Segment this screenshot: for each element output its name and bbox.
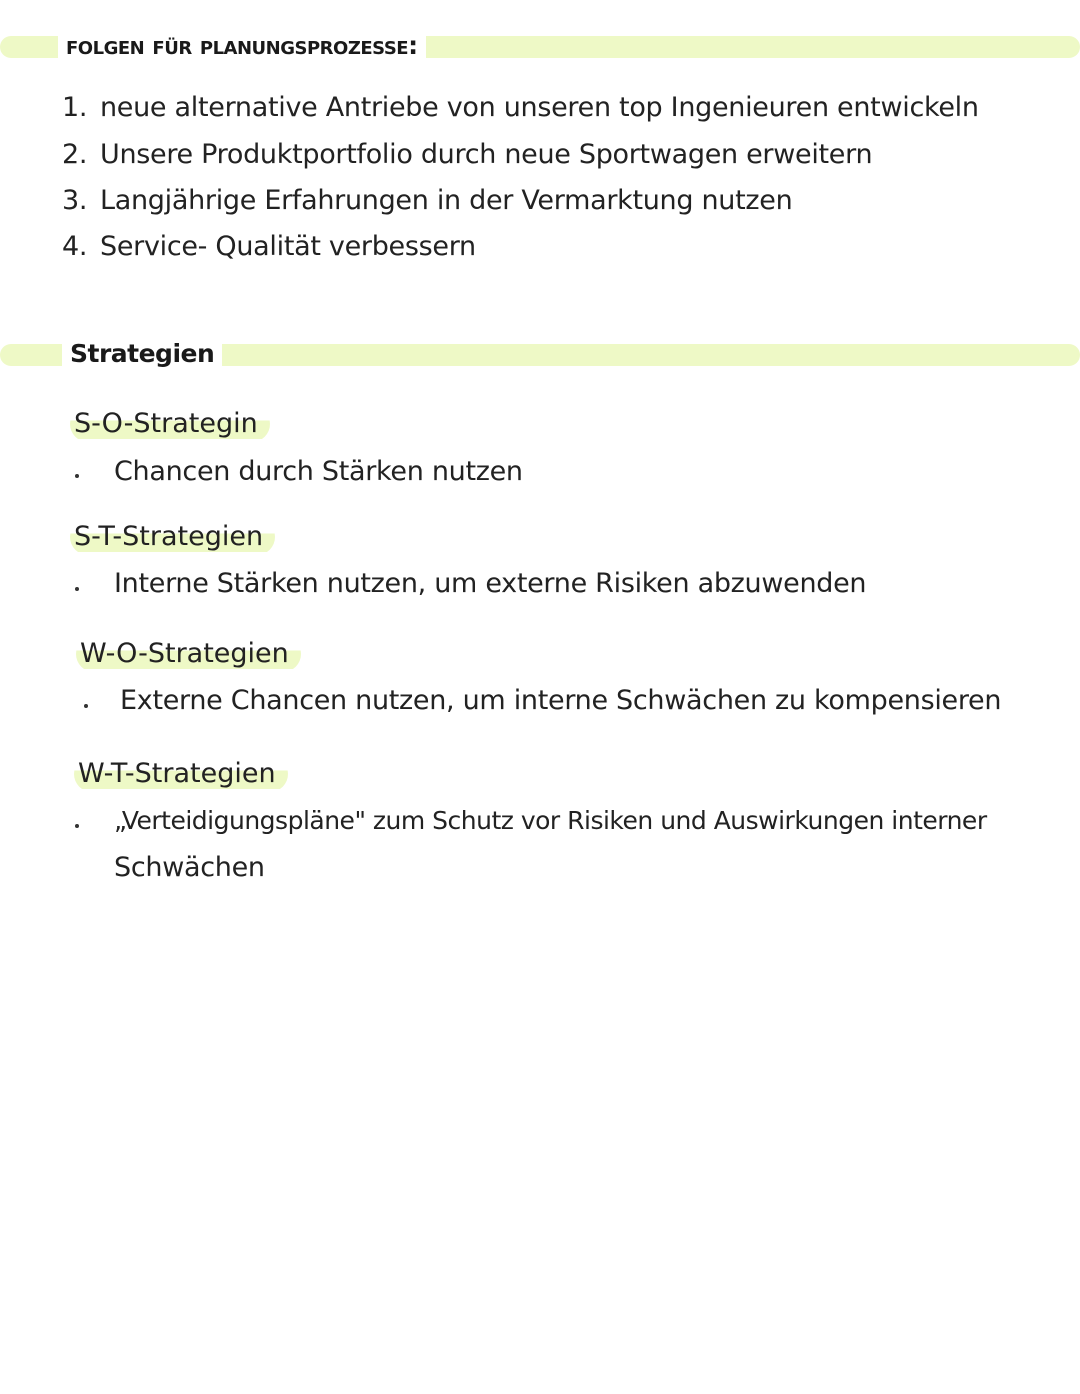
strategy-bullet-wt: „Verteidigungspläne" zum Schutz vor Risiken und Auswirkungen interner (114, 806, 987, 835)
bullet-dot (84, 704, 88, 708)
strategy-bullet-wo: Externe Chancen nutzen, um interne Schwächen zu kompensieren (120, 685, 1002, 716)
list-item (62, 137, 872, 173)
strategy-bullet-so: Chancen durch Stärken nutzen (114, 456, 523, 487)
list-item-text: Service- Qualität verbessern (100, 231, 476, 262)
list-item-text: neue alternative Antriebe von unseren top Ingenieuren entwickeln (100, 92, 979, 123)
strategy-bullet-st: Interne Stärken nutzen, um externe Risiken abzuwenden (114, 568, 867, 599)
strategy-title-wt: W-T-Strategien (74, 756, 288, 792)
list-item (62, 183, 792, 219)
list-item-text: Langjährige Erfahrungen in der Vermarktung nutzen (100, 185, 793, 216)
list-item (62, 229, 476, 265)
list-number: 2. (62, 139, 88, 170)
bullet-dot (75, 587, 79, 591)
list-number: 3. (62, 185, 88, 216)
list-item (62, 90, 979, 126)
strategy-title-st: S-T-Strategien (70, 519, 275, 555)
strategy-title-so: S-O-Strategin (70, 406, 270, 442)
strategy-title-wo: W-O-Strategien (76, 636, 301, 672)
bullet-dot (75, 474, 79, 478)
list-number: 1. (62, 92, 88, 123)
list-number: 4. (62, 231, 88, 262)
strategy-bullet-wt-continued: Schwächen (114, 852, 265, 883)
list-item-text: Unsere Produktportfolio durch neue Sportwagen erweitern (100, 139, 873, 170)
section-heading-strategien: Strategien (62, 337, 222, 371)
bullet-dot (75, 824, 79, 828)
section-heading-folgen: folgen für planungsprozesse: (58, 29, 426, 63)
